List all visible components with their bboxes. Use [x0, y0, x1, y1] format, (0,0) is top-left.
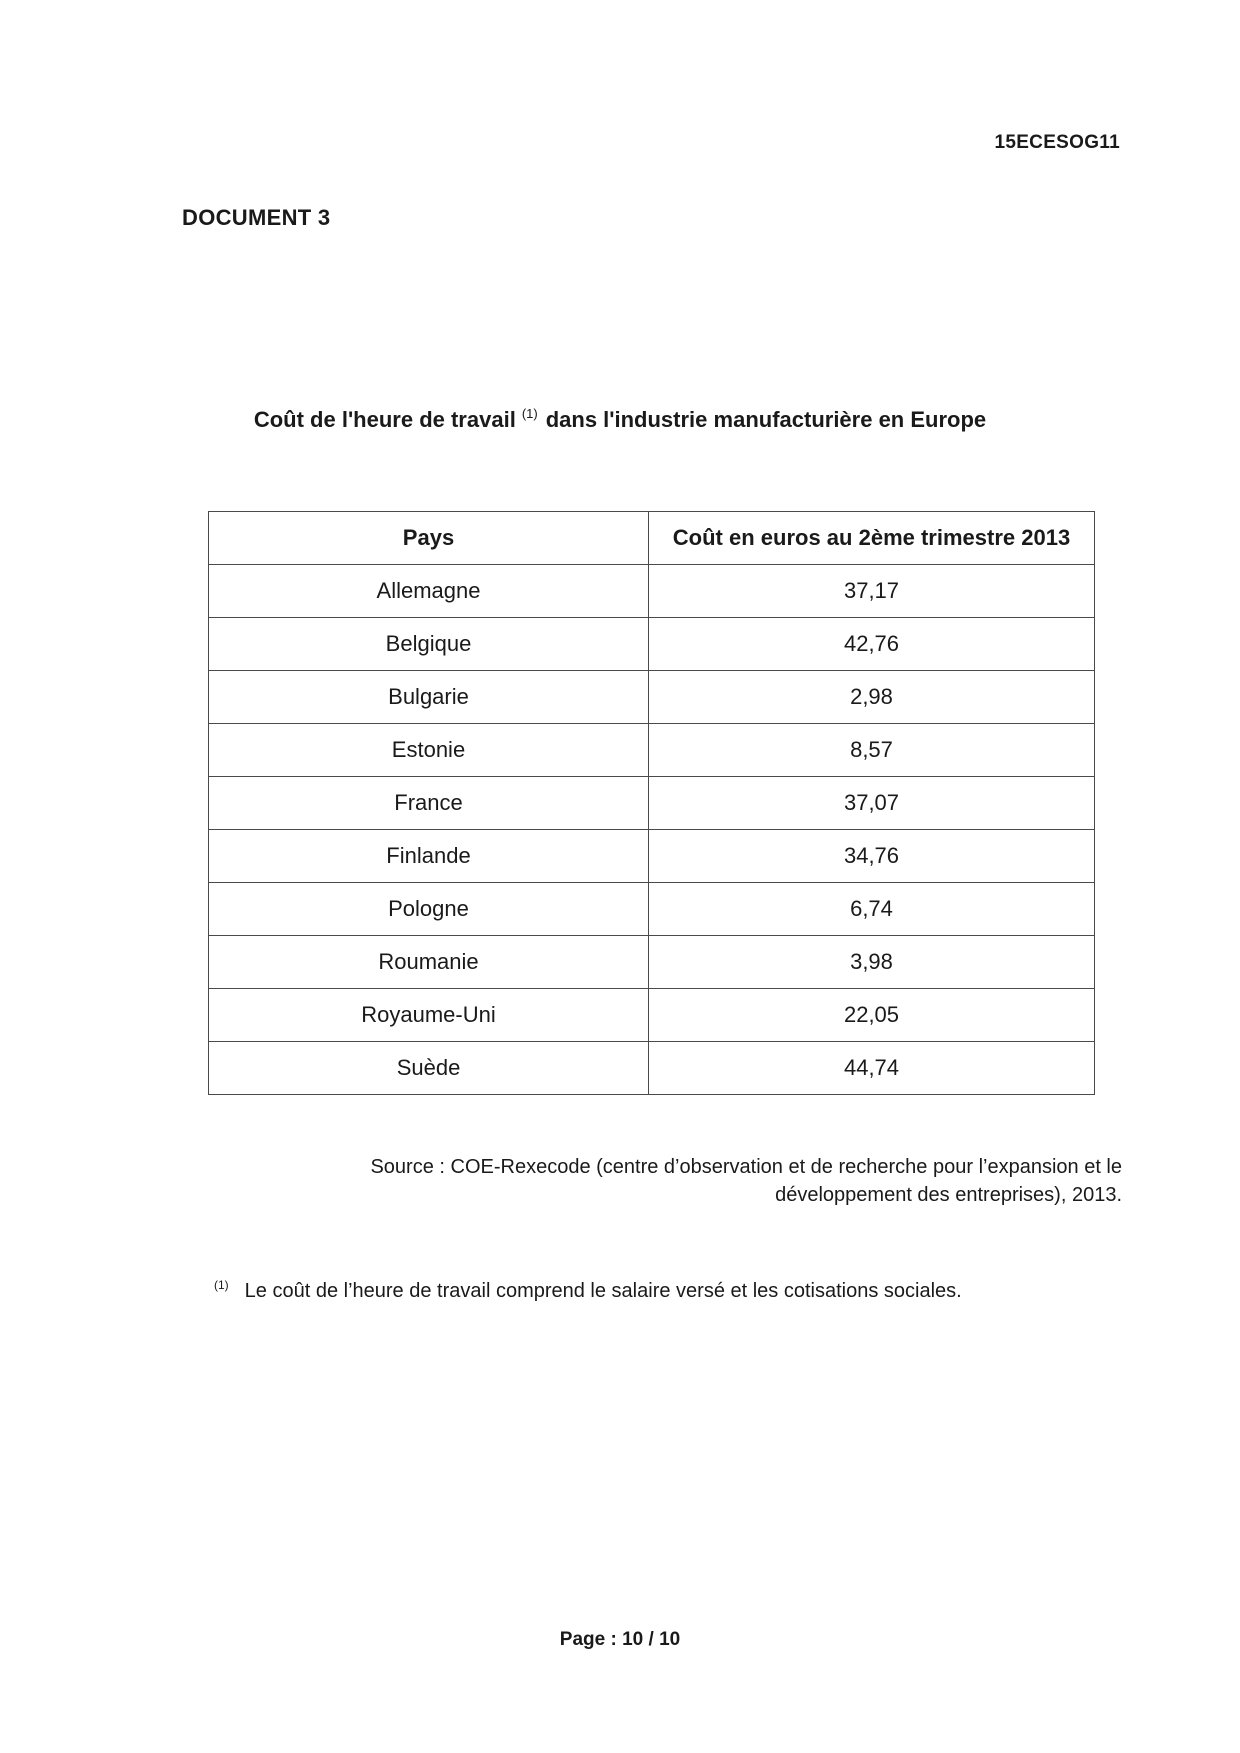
table-row	[209, 565, 1095, 618]
table-row	[209, 724, 1095, 777]
reference-code: 15ECESOG11	[994, 132, 1120, 153]
table-row	[209, 989, 1095, 1042]
footnote-mark: (1)	[214, 1278, 229, 1292]
footnote-text: Le coût de l’heure de travail comprend le salaire versé et les cotisations sociales.	[244, 1280, 962, 1302]
table-title	[0, 406, 1240, 433]
cost-table	[208, 511, 1095, 1095]
title-footnote-mark: (1)	[521, 406, 538, 421]
country-cell: Belgique	[209, 618, 649, 671]
country-cell: Royaume-Uni	[209, 989, 649, 1042]
country-cell: Bulgarie	[209, 671, 649, 724]
source-line-2: développement des entreprises), 2013.	[775, 1184, 1122, 1206]
cost-cell: 34,76	[649, 830, 1095, 883]
cost-cell: 3,98	[649, 936, 1095, 989]
source-citation	[262, 1153, 1122, 1209]
cost-cell: 37,07	[649, 777, 1095, 830]
table-row	[209, 777, 1095, 830]
page-number: Page : 10 / 10	[559, 1629, 681, 1650]
header-cost: Coût en euros au 2ème trimestre 2013	[649, 512, 1095, 565]
cost-cell: 8,57	[649, 724, 1095, 777]
footnote	[214, 1278, 962, 1303]
source-line-1: Source : COE-Rexecode (centre d’observation et de recherche pour l’expansion et le	[370, 1156, 1122, 1178]
country-cell: Suède	[209, 1042, 649, 1095]
table-row	[209, 618, 1095, 671]
cost-cell: 44,74	[649, 1042, 1095, 1095]
country-cell: Roumanie	[209, 936, 649, 989]
title-text-before: Coût de l'heure de travail	[253, 407, 516, 432]
country-cell: Pologne	[209, 883, 649, 936]
cost-cell: 2,98	[649, 671, 1095, 724]
country-cell: Finlande	[209, 830, 649, 883]
table-row	[209, 671, 1095, 724]
table-row	[209, 883, 1095, 936]
document-label: DOCUMENT 3	[182, 205, 331, 230]
header-country: Pays	[209, 512, 649, 565]
country-cell: France	[209, 777, 649, 830]
country-cell: Estonie	[209, 724, 649, 777]
cost-cell: 22,05	[649, 989, 1095, 1042]
cost-cell: 42,76	[649, 618, 1095, 671]
title-text-after: dans l'industrie manufacturière en Europe	[545, 407, 987, 432]
table-row	[209, 1042, 1095, 1095]
table-header-row	[209, 512, 1095, 565]
cost-cell: 37,17	[649, 565, 1095, 618]
table-row	[209, 830, 1095, 883]
table-row	[209, 936, 1095, 989]
country-cell: Allemagne	[209, 565, 649, 618]
cost-cell: 6,74	[649, 883, 1095, 936]
